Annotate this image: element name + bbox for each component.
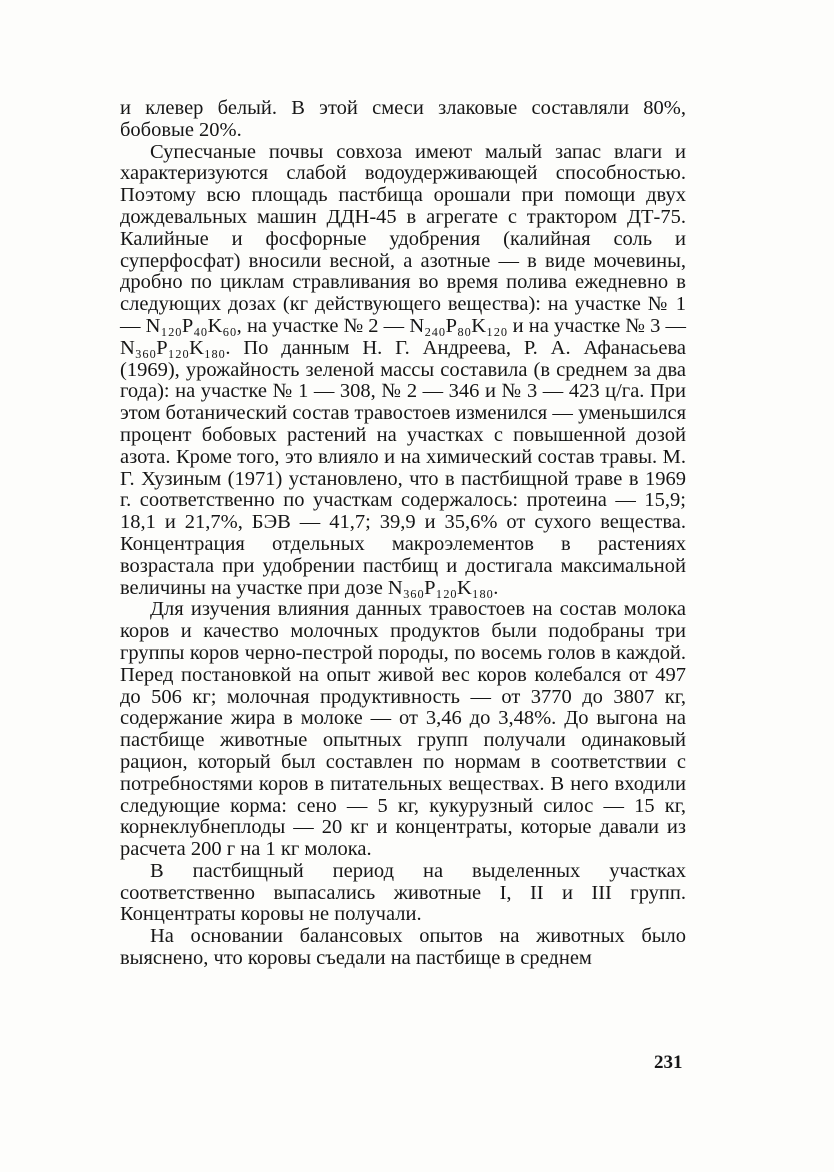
paragraph-1: и клевер белый. В этой смеси злаковые составляли 80%, бобовые 20%. — [120, 97, 686, 141]
paragraph-4: В пастбищный период на выделенных участках соответственно выпасались животные I, II и III групп. Концентраты коровы не получали. — [120, 859, 686, 926]
paragraph-5: На основании балансовых опытов на животных было выяснено, что коровы съедали на пастбище в среднем — [120, 925, 686, 970]
paragraph-2: Супесчаные почвы совхоза имеют малый запас влаги и характеризуются слабой водоудерживающей способностью. Поэтому всю площадь пастбища орошали при помощи двух дождевальных машин ДДН-45 в агрегате с трактором ДТ-75. Калийные и фосфорные удобрения (калийная соль и суперфосфат) вносили весной, а азотные — в виде мочевины, дробно по циклам стравливания во время полива ежедневно в следующих дозах (кг действующего вещества): на участке № 1 — N₁₂₀P₄₀K₆₀, на участке № 2 — N₂₄₀P₈₀K₁₂₀ и на участке № 3 — N₃₆₀P₁₂₀K₁₈₀. По данным Н. Г. Андреева, Р. А. Афанасьева (1969), урожайность зеленой массы составила (в среднем за два года): на участке № 1 — 308, № 2 — 346 и № 3 — 423 ц/га. При этом ботанический состав травостоев изменился — уменьшился процент бобовых растений на участках с повышенной дозой азота. Кроме того, это влияло и на химический состав травы. М. Г. Хузиным (1971) установлено, что в пастбищной траве в 1969 г. соответственно по участкам содержалось: протеина — 15,9; 18,1 и 21,7%, БЭВ — 41,7; 39,9 и 35,6% от сухого вещества. Концентрация отдельных макроэлементов в растениях возрастала при удобрении пастбищ и достигала максимальной величины на участке при дозе N₃₆₀P₁₂₀K₁₈₀. — [120, 140, 686, 599]
body-text — [120, 98, 686, 970]
page-number: 231 — [654, 1052, 683, 1073]
paragraph-3: Для изучения влияния данных травостоев на состав молока коров и качество молочных продуктов были подобраны три группы коров черно-пестрой породы, по восемь голов в каждой. Перед постановкой на опыт живой вес коров колебался от 497 до 506 кг; молочная продуктивность — от 3770 до 3807 кг, содержание жира в молоке — от 3,46 до 3,48%. До выгона на пастбище животные опытных групп получали одинаковый рацион, который был составлен по нормам в соответствии с потребностями коров в питательных веществах. В него входили следующие корма: сено — 5 кг, кукурузный силос — 15 кг, корнеклубнеплоды — 20 кг и концентраты, которые давали из расчета 200 г на 1 кг молока. — [120, 598, 686, 861]
